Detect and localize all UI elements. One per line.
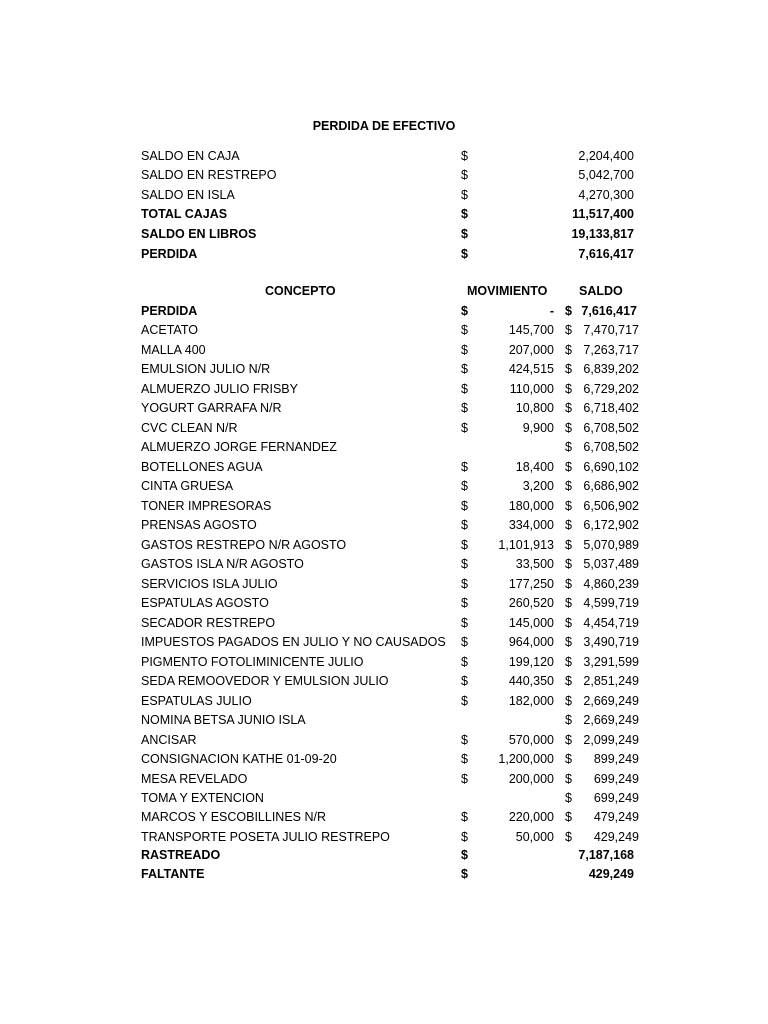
movimiento-cell: 199,120 xyxy=(508,655,554,669)
movimiento-cell: - xyxy=(549,304,554,318)
concepto-cell: BOTELLONES AGUA xyxy=(141,460,263,474)
currency-symbol: $ xyxy=(565,499,572,513)
movimiento-cell: 182,000 xyxy=(508,694,554,708)
currency-symbol: $ xyxy=(565,323,572,337)
footer-label: FALTANTE xyxy=(141,867,205,881)
currency-symbol: $ xyxy=(565,460,572,474)
table-row xyxy=(0,516,768,535)
saldo-cell: 6,172,902 xyxy=(583,518,639,532)
movimiento-cell: 200,000 xyxy=(508,772,554,786)
summary-amount: 11,517,400 xyxy=(572,207,634,221)
header-movimiento: MOVIMIENTO xyxy=(467,284,548,298)
page-title: PERDIDA DE EFECTIVO xyxy=(312,119,456,133)
summary-row xyxy=(0,186,768,205)
saldo-cell: 2,669,249 xyxy=(583,713,639,727)
currency-symbol: $ xyxy=(565,304,572,318)
summary-label: SALDO EN CAJA xyxy=(141,149,240,163)
currency-symbol: $ xyxy=(565,635,572,649)
table-row xyxy=(0,711,768,730)
concepto-cell: MESA REVELADO xyxy=(141,772,248,786)
saldo-cell: 479,249 xyxy=(593,810,639,824)
table-row xyxy=(0,555,768,574)
table-row xyxy=(0,653,768,672)
table-row xyxy=(0,360,768,379)
currency-symbol: $ xyxy=(565,557,572,571)
currency-symbol: $ xyxy=(565,362,572,376)
summary-label: SALDO EN RESTREPO xyxy=(141,168,277,182)
movimiento-cell: 3,200 xyxy=(522,479,554,493)
movimiento-cell: 1,200,000 xyxy=(498,752,554,766)
table-row xyxy=(0,692,768,711)
movimiento-cell: 50,000 xyxy=(515,830,554,844)
currency-symbol: $ xyxy=(565,694,572,708)
table-row xyxy=(0,633,768,652)
saldo-cell: 429,249 xyxy=(593,830,639,844)
currency-symbol: $ xyxy=(565,830,572,844)
currency-symbol: $ xyxy=(565,421,572,435)
concepto-cell: SECADOR RESTREPO xyxy=(141,616,276,630)
summary-label: PERDIDA xyxy=(141,247,198,261)
concepto-cell: ESPATULAS AGOSTO xyxy=(141,596,269,610)
movimiento-cell: 9,900 xyxy=(522,421,554,435)
summary-label: SALDO EN LIBROS xyxy=(141,227,257,241)
currency-symbol: $ xyxy=(461,635,468,649)
table-row xyxy=(0,497,768,516)
table-row xyxy=(0,770,768,789)
concepto-cell: ANCISAR xyxy=(141,733,197,747)
concepto-cell: YOGURT GARRAFA N/R xyxy=(141,401,282,415)
table-row xyxy=(0,594,768,613)
movimiento-cell: 440,350 xyxy=(508,674,554,688)
table-row xyxy=(0,828,768,847)
saldo-cell: 3,291,599 xyxy=(583,655,639,669)
saldo-cell: 7,470,717 xyxy=(583,323,639,337)
concepto-cell: ALMUERZO JORGE FERNANDEZ xyxy=(141,440,337,454)
movimiento-cell: 964,000 xyxy=(508,635,554,649)
currency-symbol: $ xyxy=(461,207,468,221)
saldo-cell: 6,839,202 xyxy=(583,362,639,376)
currency-symbol: $ xyxy=(461,323,468,337)
saldo-cell: 6,708,502 xyxy=(583,421,639,435)
currency-symbol: $ xyxy=(565,401,572,415)
currency-symbol: $ xyxy=(565,596,572,610)
table-row xyxy=(0,750,768,769)
saldo-cell: 4,860,239 xyxy=(583,577,639,591)
currency-symbol: $ xyxy=(461,674,468,688)
concepto-cell: ESPATULAS JULIO xyxy=(141,694,252,708)
currency-symbol: $ xyxy=(461,149,468,163)
footer-amount: 7,187,168 xyxy=(578,848,634,862)
concepto-cell: MARCOS Y ESCOBILLINES N/R xyxy=(141,810,327,824)
currency-symbol: $ xyxy=(461,810,468,824)
concepto-cell: PERDIDA xyxy=(141,304,198,318)
saldo-cell: 2,851,249 xyxy=(583,674,639,688)
currency-symbol: $ xyxy=(565,733,572,747)
saldo-cell: 6,708,502 xyxy=(583,440,639,454)
currency-symbol: $ xyxy=(565,440,572,454)
table-row xyxy=(0,380,768,399)
currency-symbol: $ xyxy=(461,772,468,786)
concepto-cell: TOMA Y EXTENCION xyxy=(141,791,264,805)
currency-symbol: $ xyxy=(461,557,468,571)
saldo-cell: 2,099,249 xyxy=(583,733,639,747)
currency-symbol: $ xyxy=(565,713,572,727)
currency-symbol: $ xyxy=(461,401,468,415)
movimiento-cell: 424,515 xyxy=(508,362,554,376)
footer-amount: 429,249 xyxy=(588,867,634,881)
movimiento-cell: 33,500 xyxy=(515,557,554,571)
saldo-cell: 699,249 xyxy=(593,791,639,805)
saldo-cell: 7,263,717 xyxy=(583,343,639,357)
movimiento-cell: 145,000 xyxy=(508,616,554,630)
concepto-cell: EMULSION JULIO N/R xyxy=(141,362,271,376)
movimiento-cell: 18,400 xyxy=(515,460,554,474)
summary-label: SALDO EN ISLA xyxy=(141,188,235,202)
table-row xyxy=(0,614,768,633)
table-row xyxy=(0,731,768,750)
currency-symbol: $ xyxy=(461,304,468,318)
movimiento-cell: 220,000 xyxy=(508,810,554,824)
summary-row xyxy=(0,166,768,185)
currency-symbol: $ xyxy=(461,247,468,261)
concepto-cell: IMPUESTOS PAGADOS EN JULIO Y NO CAUSADOS xyxy=(141,635,446,649)
summary-label: TOTAL CAJAS xyxy=(141,207,228,221)
concepto-cell: CONSIGNACION KATHE 01-09-20 xyxy=(141,752,337,766)
table-row xyxy=(0,321,768,340)
summary-amount: 7,616,417 xyxy=(578,247,634,261)
concepto-cell: TRANSPORTE POSETA JULIO RESTREPO xyxy=(141,830,390,844)
concepto-cell: ACETATO xyxy=(141,323,198,337)
concepto-cell: MALLA 400 xyxy=(141,343,206,357)
saldo-cell: 6,690,102 xyxy=(583,460,639,474)
table-row xyxy=(0,458,768,477)
movimiento-cell: 177,250 xyxy=(508,577,554,591)
currency-symbol: $ xyxy=(461,518,468,532)
concepto-cell: CINTA GRUESA xyxy=(141,479,234,493)
table-row xyxy=(0,536,768,555)
currency-symbol: $ xyxy=(565,674,572,688)
currency-symbol: $ xyxy=(461,752,468,766)
currency-symbol: $ xyxy=(461,499,468,513)
summary-amount: 19,133,817 xyxy=(571,227,634,241)
movimiento-cell: 334,000 xyxy=(508,518,554,532)
table-row xyxy=(0,399,768,418)
footer-row xyxy=(0,865,768,884)
table-row xyxy=(0,477,768,496)
currency-symbol: $ xyxy=(565,655,572,669)
summary-row xyxy=(0,147,768,166)
currency-symbol: $ xyxy=(461,596,468,610)
currency-symbol: $ xyxy=(565,616,572,630)
summary-amount: 2,204,400 xyxy=(578,149,634,163)
movimiento-cell: 260,520 xyxy=(508,596,554,610)
saldo-cell: 699,249 xyxy=(593,772,639,786)
concepto-cell: GASTOS RESTREPO N/R AGOSTO xyxy=(141,538,347,552)
saldo-cell: 7,616,417 xyxy=(581,304,637,318)
movimiento-cell: 1,101,913 xyxy=(498,538,554,552)
currency-symbol: $ xyxy=(565,538,572,552)
currency-symbol: $ xyxy=(461,538,468,552)
concepto-cell: PRENSAS AGOSTO xyxy=(141,518,257,532)
table-header-row xyxy=(0,282,768,301)
currency-symbol: $ xyxy=(565,772,572,786)
concepto-cell: NOMINA BETSA JUNIO ISLA xyxy=(141,713,306,727)
concepto-cell: SERVICIOS ISLA JULIO xyxy=(141,577,278,591)
concepto-cell: CVC CLEAN N/R xyxy=(141,421,238,435)
currency-symbol: $ xyxy=(565,343,572,357)
saldo-cell: 899,249 xyxy=(593,752,639,766)
saldo-cell: 4,454,719 xyxy=(583,616,639,630)
concepto-cell: PIGMENTO FOTOLIMINICENTE JULIO xyxy=(141,655,364,669)
currency-symbol: $ xyxy=(461,168,468,182)
currency-symbol: $ xyxy=(565,518,572,532)
table-row xyxy=(0,302,768,321)
concepto-cell: SEDA REMOOVEDOR Y EMULSION JULIO xyxy=(141,674,389,688)
currency-symbol: $ xyxy=(565,752,572,766)
currency-symbol: $ xyxy=(461,733,468,747)
currency-symbol: $ xyxy=(461,694,468,708)
movimiento-cell: 10,800 xyxy=(515,401,554,415)
currency-symbol: $ xyxy=(461,830,468,844)
currency-symbol: $ xyxy=(461,848,468,862)
summary-amount: 4,270,300 xyxy=(578,188,634,202)
table-row xyxy=(0,672,768,691)
currency-symbol: $ xyxy=(461,188,468,202)
movimiento-cell: 180,000 xyxy=(508,499,554,513)
movimiento-cell: 207,000 xyxy=(508,343,554,357)
currency-symbol: $ xyxy=(565,810,572,824)
movimiento-cell: 145,700 xyxy=(508,323,554,337)
table-row xyxy=(0,808,768,827)
table-row xyxy=(0,341,768,360)
movimiento-cell: 570,000 xyxy=(508,733,554,747)
concepto-cell: TONER IMPRESORAS xyxy=(141,499,272,513)
footer-label: RASTREADO xyxy=(141,848,221,862)
currency-symbol: $ xyxy=(461,577,468,591)
saldo-cell: 5,037,489 xyxy=(583,557,639,571)
saldo-cell: 6,686,902 xyxy=(583,479,639,493)
currency-symbol: $ xyxy=(461,479,468,493)
saldo-cell: 5,070,989 xyxy=(583,538,639,552)
currency-symbol: $ xyxy=(461,421,468,435)
footer-row xyxy=(0,846,768,865)
saldo-cell: 4,599,719 xyxy=(583,596,639,610)
summary-amount: 5,042,700 xyxy=(578,168,634,182)
summary-row xyxy=(0,205,768,224)
currency-symbol: $ xyxy=(461,343,468,357)
summary-row xyxy=(0,225,768,244)
currency-symbol: $ xyxy=(565,479,572,493)
concepto-cell: ALMUERZO JULIO FRISBY xyxy=(141,382,298,396)
saldo-cell: 6,506,902 xyxy=(583,499,639,513)
saldo-cell: 2,669,249 xyxy=(583,694,639,708)
currency-symbol: $ xyxy=(461,382,468,396)
concepto-cell: GASTOS ISLA N/R AGOSTO xyxy=(141,557,304,571)
header-saldo: SALDO xyxy=(579,284,623,298)
summary-row xyxy=(0,245,768,264)
header-concepto: CONCEPTO xyxy=(265,284,336,298)
currency-symbol: $ xyxy=(461,227,468,241)
currency-symbol: $ xyxy=(461,616,468,630)
table-row xyxy=(0,789,768,808)
currency-symbol: $ xyxy=(565,382,572,396)
currency-symbol: $ xyxy=(461,460,468,474)
table-row xyxy=(0,419,768,438)
currency-symbol: $ xyxy=(565,791,572,805)
table-row xyxy=(0,438,768,457)
currency-symbol: $ xyxy=(461,655,468,669)
saldo-cell: 6,729,202 xyxy=(583,382,639,396)
currency-symbol: $ xyxy=(461,362,468,376)
movimiento-cell: 110,000 xyxy=(509,382,554,396)
table-row xyxy=(0,575,768,594)
saldo-cell: 3,490,719 xyxy=(583,635,639,649)
currency-symbol: $ xyxy=(461,867,468,881)
saldo-cell: 6,718,402 xyxy=(583,401,639,415)
currency-symbol: $ xyxy=(565,577,572,591)
